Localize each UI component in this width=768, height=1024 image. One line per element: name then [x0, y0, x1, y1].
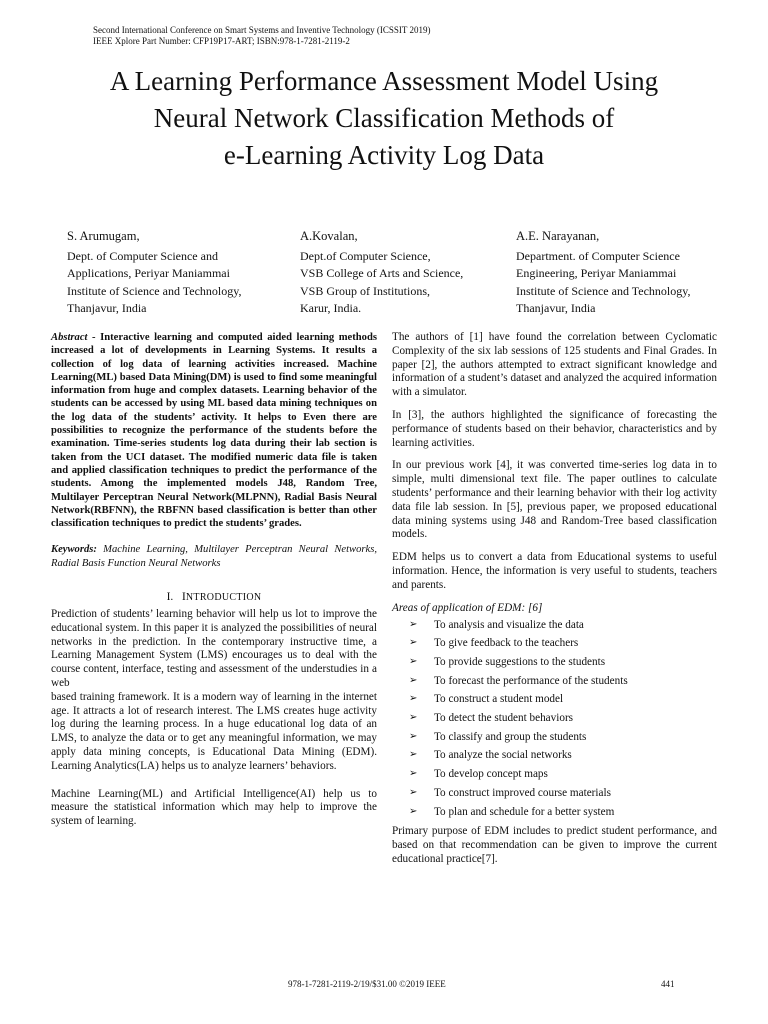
edm-areas-list [392, 616, 717, 822]
paper-title [0, 63, 768, 174]
closing-paragraph: Primary purpose of EDM includes to predict student performance, and based on that recommendation can be given to improve the current educational practice[7]. [392, 825, 717, 865]
body-paragraph: In [3], the authors highlighted the significance of forecasting the performance of students based on their behavior, characteristics and by learning activities. [392, 408, 717, 449]
author-affiliation-line: VSB College of Arts and Science, [300, 266, 464, 280]
section-title-rest: NTRODUCTION [185, 592, 262, 604]
title-line-1: A Learning Performance Assessment Model Using [109, 66, 659, 96]
body-paragraph: EDM helps us to convert a data from Educational systems to useful information. Hence, the information is very useful to students, teachers and parents. [392, 551, 717, 591]
title-line-2: Neural Network Classification Methods of [153, 103, 615, 133]
intro-paragraph: Machine Learning(ML) and Artificial Intelligence(AI) help us to measure the statistical information which may help to improve the system of learning. [51, 787, 377, 828]
intro-paragraph: based training framework. It is a modern way of learning in the internet age. It attracts a lot of research interest. The LMS creates huge activity log during the learning process. In a huge educational log data of an LMS, to analyze the data or to get any meaningful information, we may apply data mining concepts, is Educational Data Mining (EDM). Learning Analytics(LA) helps us to analyze learners’ behaviors. [51, 690, 377, 772]
body-paragraph: The authors of [1] have found the correlation between Cyclomatic Complexity of the six lab sessions of 125 students and Final Grades. In paper [2], the authors attempted to extract significant knowledge and information of a student’s dataset and analyzed the acquired information with a simulator. [392, 331, 717, 399]
list-item: ➢ To construct improved course materials [392, 784, 717, 803]
list-item: ➢ To develop concept maps [392, 765, 717, 784]
author-block-3 [516, 228, 690, 318]
intro-paragraph: Prediction of students’ learning behavior will help us lot to improve the educational system. In this paper it is analyzed the possibilities of neural networks in the prediction. In the contemporary instructive time, a Learning Management System (LMS) encourages us to deal with the course content, interface, testing and assessment of the understudies in a web [51, 608, 377, 690]
arrow-bullet-icon: ➢ [409, 674, 418, 686]
list-item: ➢ To provide suggestions to the students [392, 653, 717, 672]
arrow-bullet-icon: ➢ [409, 768, 418, 780]
arrow-bullet-icon: ➢ [409, 618, 418, 630]
arrow-bullet-icon: ➢ [409, 637, 418, 649]
author-affiliation-line: Institute of Science and Technology, [67, 283, 242, 298]
list-item: ➢ To construct a student model [392, 690, 717, 709]
author-name: A.Kovalan, [300, 229, 358, 243]
arrow-bullet-icon: ➢ [409, 712, 418, 724]
arrow-bullet-icon: ➢ [409, 805, 418, 817]
author-block-2 [300, 228, 463, 318]
conference-header [93, 25, 430, 47]
copyright-footer: 978-1-7281-2119-2/19/$31.00 ©2019 IEEE [288, 979, 446, 989]
keywords-text: Machine Learning, Multilayer Perceptran Neural Networks, Radial Basis Function Neural Networks [51, 544, 377, 569]
title-line-3: e-Learning Activity Log Data [223, 140, 545, 170]
author-affiliation-line: Karur, India. [300, 301, 362, 315]
abstract [51, 331, 377, 530]
abstract-label: Abstract [51, 332, 88, 343]
section-number: I. [166, 591, 174, 604]
arrow-bullet-icon: ➢ [409, 749, 418, 761]
arrow-bullet-icon: ➢ [409, 655, 418, 667]
arrow-bullet-icon: ➢ [409, 693, 418, 705]
author-affiliation-line: Department. of Computer Science [516, 248, 680, 263]
abstract-text: - Interactive learning and computed aided learning methods increased a lot of developments in Learning Systems. It results a collection of log data of learning activities increased. Machine Learning(ML) based Data Mining(DM) is used to find some meaningful information from huge and complex datasets. Learning behavior of the students can be accessed by using ML based data mining techniques on the log data of the students’ activity. It helps to Even there are possibilities to recognize the performance of the students before the examination. Time-series students log data during their lab section is taken from the UCI dataset. The modified numeric data file is taken and applied classification techniques to predict the performance of the students. Among the implemented models J48, Random Tree, Multilayer Perceptran Neural Network(MLPNN), Radial Basis Neural Network(RBFNN), the RBFNN based classification is better than other classification techniques to predict the students’ grades. [51, 332, 377, 530]
keywords-label: Keywords: [51, 544, 97, 556]
author-affiliation-line: Dept. of Computer Science and [67, 248, 218, 263]
author-affiliation-line: Engineering, Periyar Maniammai [516, 266, 677, 280]
list-item: ➢ To classify and group the students [392, 728, 717, 747]
areas-heading: Areas of application of EDM: [6] [392, 601, 543, 614]
keywords [51, 543, 377, 570]
author-affiliation-line: Thanjavur, India [516, 301, 596, 315]
body-paragraph: In our previous work [4], it was converted time-series log data in to simple, multi dimensional text file. The paper outlines to calculate students’ performance and their learning behavior with their log activity data file lab session. In [5], previous paper, we proposed educational data mining systems using J48 and Random-Tree based classification models. [392, 459, 717, 541]
page-number: 441 [661, 979, 675, 989]
list-item: ➢ To analysis and visualize the data [392, 616, 717, 635]
author-block-1 [67, 228, 241, 318]
section-heading-introduction [51, 589, 377, 604]
author-affiliation-line: Institute of Science and Technology, [516, 283, 691, 298]
list-item: ➢ To forecast the performance of the students [392, 672, 717, 691]
left-column [51, 331, 377, 838]
author-name: S. Arumugam, [67, 229, 140, 243]
right-column [392, 331, 717, 876]
list-item: ➢ To plan and schedule for a better system [392, 803, 717, 822]
arrow-bullet-icon: ➢ [409, 786, 418, 798]
list-item: ➢ To detect the student behaviors [392, 709, 717, 728]
author-affiliation-line: VSB Group of Institutions, [300, 283, 431, 298]
isbn-line: IEEE Xplore Part Number: CFP19P17-ART; ISBN:978-1-7281-2119-2 [93, 36, 350, 46]
conference-name: Second International Conference on Smart Systems and Inventive Technology (ICSSIT 2019) [93, 25, 431, 35]
author-name: A.E. Narayanan, [516, 229, 600, 243]
section-initial: I [181, 589, 186, 604]
author-affiliation-line: Dept.of Computer Science, [300, 248, 431, 263]
list-item: ➢ To give feedback to the teachers [392, 634, 717, 653]
arrow-bullet-icon: ➢ [409, 730, 418, 742]
author-affiliation-line: Thanjavur, India [67, 301, 147, 315]
author-affiliation-line: Applications, Periyar Maniammai [67, 266, 230, 280]
list-item: ➢ To analyze the social networks [392, 746, 717, 765]
